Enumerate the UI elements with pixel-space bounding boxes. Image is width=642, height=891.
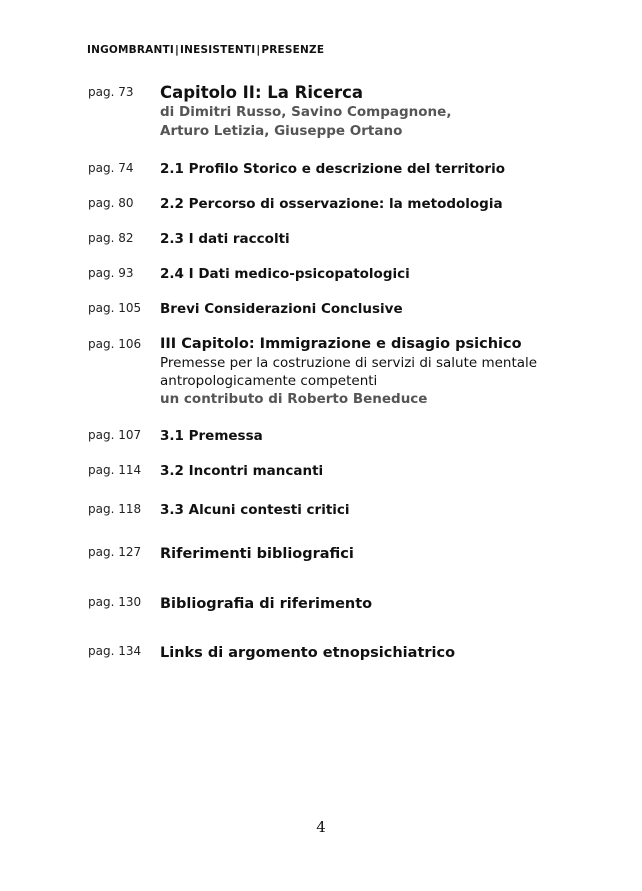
toc-entry-title: 3.3 Alcuni contesti critici xyxy=(160,502,350,518)
toc-entry-title: 3.1 Premessa xyxy=(160,428,263,444)
toc-authors-line-1: di Dimitri Russo, Savino Compagnone, xyxy=(160,104,452,120)
toc-entry-content xyxy=(160,335,580,408)
toc-contributor: un contributo di Roberto Beneduce xyxy=(160,391,428,407)
running-head-separator: | xyxy=(174,44,180,56)
page-number: 4 xyxy=(316,818,326,836)
toc-authors-line-2: Arturo Letizia, Giuseppe Ortano xyxy=(160,123,403,139)
toc-entry-title: 2.2 Percorso di osservazione: la metodologia xyxy=(160,196,503,212)
toc-page-ref: pag. 106 xyxy=(88,337,142,351)
toc-subtitle-line-2: antropologicamente competenti xyxy=(160,373,378,389)
running-head xyxy=(87,44,324,56)
toc-entry-title: Brevi Considerazioni Conclusive xyxy=(160,301,403,317)
toc-page-ref: pag. 107 xyxy=(88,428,142,442)
toc-subtitle-line-1: Premesse per la costruzione di servizi di salute mentale xyxy=(160,355,538,371)
toc-entry-title: 2.4 I Dati medico-psicopatologici xyxy=(160,266,410,282)
toc-page-ref: pag. 105 xyxy=(88,301,142,315)
toc-entry-title: Links di argomento etnopsichiatrico xyxy=(160,645,456,661)
toc-page-ref: pag. 114 xyxy=(88,463,142,477)
running-head-word-3: PRESENZE xyxy=(261,44,325,56)
toc-entry-title: 3.2 Incontri mancanti xyxy=(160,463,324,479)
toc-entry-title: Riferimenti bibliografici xyxy=(160,546,354,562)
running-head-word-2: INESISTENTI xyxy=(180,44,256,56)
toc-page-ref: pag. 130 xyxy=(88,595,142,609)
toc-page-ref: pag. 134 xyxy=(88,644,142,658)
toc-chapter-title: III Capitolo: Immigrazione e disagio psichico xyxy=(160,336,522,352)
toc-page-ref: pag. 74 xyxy=(88,161,134,175)
toc-entry-title: Bibliografia di riferimento xyxy=(160,596,373,612)
running-head-separator: | xyxy=(256,44,261,56)
toc-entry-title: 2.1 Profilo Storico e descrizione del territorio xyxy=(160,161,505,177)
toc-entry-content xyxy=(160,82,580,141)
toc-page-ref: pag. 80 xyxy=(88,196,134,210)
toc-page-ref: pag. 118 xyxy=(88,502,142,516)
toc-page-ref: pag. 82 xyxy=(88,231,134,245)
running-head-word-1: INGOMBRANTI xyxy=(87,44,174,56)
toc-entry-title: 2.3 I dati raccolti xyxy=(160,231,290,247)
toc-page-ref: pag. 127 xyxy=(88,545,142,559)
toc-chapter-title: Capitolo II: La Ricerca xyxy=(160,83,364,102)
toc-page-ref: pag. 93 xyxy=(88,266,134,280)
toc-page-ref: pag. 73 xyxy=(88,85,134,99)
